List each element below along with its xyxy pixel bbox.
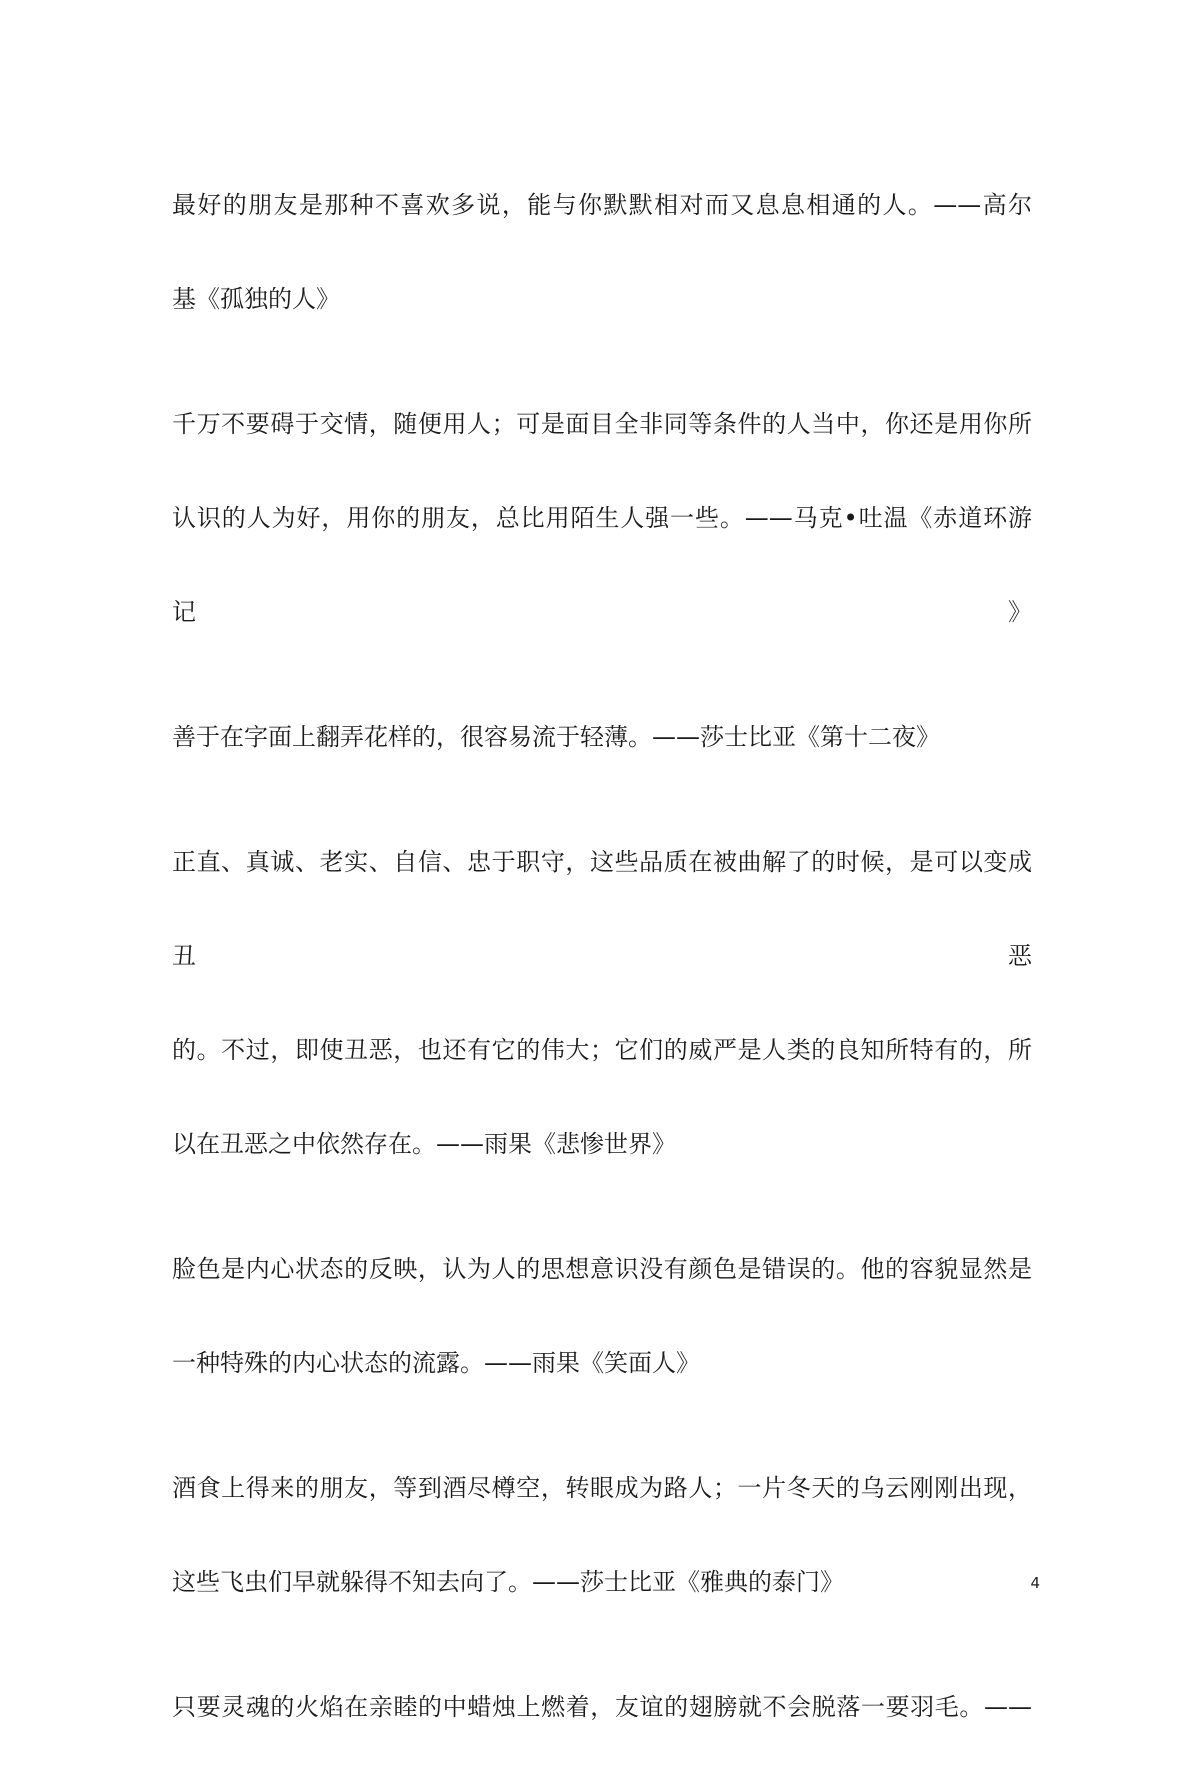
quote-paragraph-6 — [172, 1441, 1032, 1629]
text-line: 一种特殊的内心状态的流露。——雨果《笑面人》 — [172, 1349, 700, 1377]
text-line: 正直、真诚、老实、自信、忠于职守，这些品质在被曲解了的时候，是可以变成丑恶 — [172, 848, 1032, 970]
text-line: 善于在字面上翻弄花样的，很容易流于轻薄。——莎士比亚《第十二夜》 — [172, 723, 940, 751]
text-line: 千万不要碍于交情，随便用人；可是面目全非同等条件的人当中，你还是用你所 — [172, 410, 1032, 438]
text-line: 以在丑恶之中依然存在。——雨果《悲惨世界》 — [172, 1130, 676, 1158]
text-line: 最好的朋友是那种不喜欢多说，能与你默默相对而又息息相通的人。——高尔 — [172, 191, 1032, 219]
text-line: 脸色是内心状态的反映，认为人的思想意识没有颜色是错误的。他的容貌显然是 — [172, 1255, 1032, 1283]
quote-paragraph-1 — [172, 158, 1032, 346]
page-body — [172, 158, 1032, 1785]
quote-paragraph-4 — [172, 815, 1032, 1191]
text-line: 认识的人为好，用你的朋友，总比用陌生人强一些。——马克•吐温《赤道环游记》 — [172, 504, 1032, 626]
text-line: 只要灵魂的火焰在亲睦的中蜡烛上燃着，友谊的翅膀就不会脱落一要羽毛。—— — [172, 1693, 1032, 1721]
text-line: 的。不过，即使丑恶，也还有它的伟大；它们的威严是人类的良知所特有的，所 — [172, 1036, 1032, 1064]
text-line: 这些飞虫们早就躲得不知去向了。——莎士比亚《雅典的泰门》 — [172, 1568, 844, 1596]
quote-paragraph-5 — [172, 1222, 1032, 1410]
quote-paragraph-7 — [172, 1660, 1032, 1754]
text-line: 基《孤独的人》 — [172, 285, 340, 313]
quote-paragraph-2 — [172, 377, 1032, 659]
quote-paragraph-3 — [172, 690, 1032, 784]
text-line: 酒食上得来的朋友，等到酒尽樽空，转眼成为路人；一片冬天的乌云刚刚出现， — [172, 1474, 1032, 1502]
page-number: 4 — [1030, 1574, 1040, 1592]
